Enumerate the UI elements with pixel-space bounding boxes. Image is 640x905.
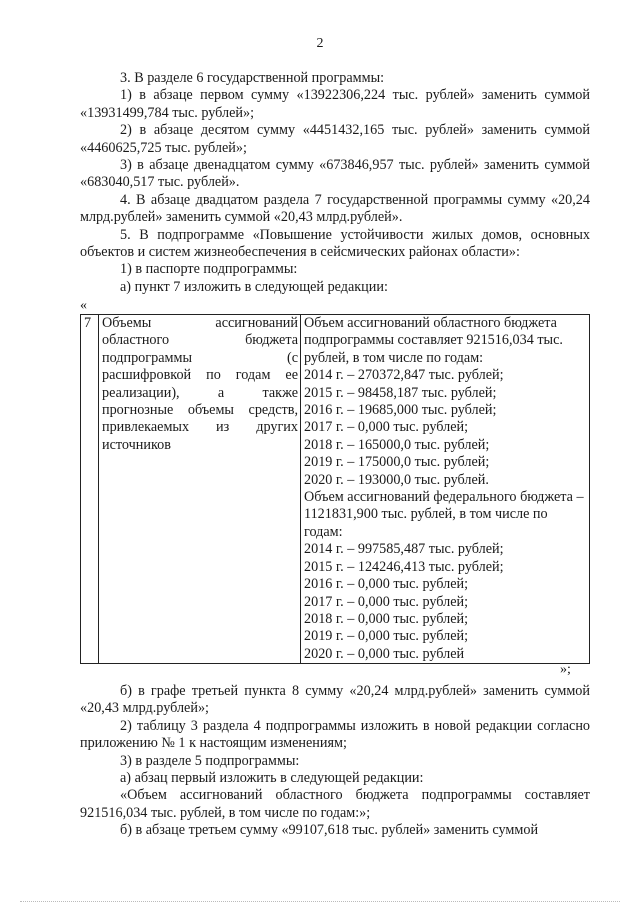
value-line: 2014 г. – 997585,487 тыс. рублей; (304, 541, 504, 558)
row-name: Объемы ассигнований областного бюджета подпрограммы (с расшифровкой по годам ее реализации), а также прогнозные объемы средств, привлекаемых из других источников (99, 315, 301, 664)
paragraph: «Объем ассигнований областного бюджета подпрограммы составляет 921516,034 тыс. рублей, в том числе по годам:»; (80, 787, 590, 821)
value-line: 2016 г. – 0,000 тыс. рублей; (304, 576, 469, 593)
row-value (301, 315, 590, 664)
value-line: 2018 г. – 165000,0 тыс. рублей; (304, 436, 490, 453)
value-line: 2017 г. – 0,000 тыс. рублей; (304, 593, 469, 610)
paragraph: 2) в абзаце десятом сумму «4451432,165 тыс. рублей» заменить суммой «4460625,725 тыс. рублей»; (80, 122, 590, 156)
value-line: Объем ассигнований федерального бюджета – 1121831,900 тыс. рублей, в том числе по годам: (304, 489, 584, 540)
paragraph: 5. В подпрограмме «Повышение устойчивости жилых домов, основных объектов и систем жизнеобеспечения в сейсмических районах области»: (80, 226, 590, 261)
paragraph: б) в графе третьей пункта 8 сумму «20,24 млрд.рублей» заменить суммой «20,43 млрд.рублей»; (80, 683, 590, 717)
passport-table (80, 314, 590, 664)
upper-text-block (80, 70, 590, 296)
paragraph: б) в абзаце третьем сумму «99107,618 тыс. рублей» заменить суммой (120, 822, 539, 839)
value-line: 2019 г. – 0,000 тыс. рублей; (304, 628, 469, 645)
opening-quote-mark: « (80, 298, 87, 313)
page-number: 2 (316, 36, 324, 51)
paragraph: 1) в паспорте подпрограммы: (120, 261, 298, 278)
value-line: 2015 г. – 124246,413 тыс. рублей; (304, 558, 504, 575)
paragraph: 3) в абзаце двенадцатом сумму «673846,957 тыс. рублей» заменить суммой «683040,517 тыс. рублей». (80, 157, 590, 191)
paragraph: 4. В абзаце двадцатом раздела 7 государственной программы сумму «20,24 млрд.рублей» заменить суммой «20,43 млрд.рублей». (80, 191, 590, 226)
value-line: 2017 г. – 0,000 тыс. рублей; (304, 419, 469, 436)
paragraph: а) абзац первый изложить в следующей редакции: (120, 770, 424, 787)
paragraph: 1) в абзаце первом сумму «13922306,224 тыс. рублей» заменить суммой «13931499,784 тыс. рублей»; (80, 87, 590, 121)
scan-edge-divider (20, 901, 620, 902)
paragraph: 2) таблицу 3 раздела 4 подпрограммы изложить в новой редакции согласно приложению № 1 к настоящим изменениям; (80, 717, 590, 752)
value-line: 2014 г. – 270372,847 тыс. рублей; (304, 367, 504, 384)
value-line: 2016 г. – 19685,000 тыс. рублей; (304, 402, 497, 419)
row-number: 7 (81, 315, 99, 664)
value-line: 2020 г. – 193000,0 тыс. рублей. (304, 471, 489, 488)
closing-quote-mark: »; (560, 662, 571, 677)
value-line: 2019 г. – 175000,0 тыс. рублей; (304, 454, 490, 471)
value-line: Объем ассигнований областного бюджета подпрограммы составляет 921516,034 тыс. рублей, в том числе по годам: (304, 315, 563, 366)
lower-text-block (80, 683, 590, 840)
paragraph: 3) в разделе 5 подпрограммы: (120, 752, 300, 769)
paragraph: 3. В разделе 6 государственной программы: (120, 70, 385, 86)
value-line: 2018 г. – 0,000 тыс. рублей; (304, 610, 469, 627)
value-line: 2015 г. – 98458,187 тыс. рублей; (304, 384, 497, 401)
paragraph: а) пункт 7 изложить в следующей редакции: (120, 278, 388, 295)
table-row (81, 315, 590, 664)
value-line: 2020 г. – 0,000 тыс. рублей (304, 645, 465, 662)
